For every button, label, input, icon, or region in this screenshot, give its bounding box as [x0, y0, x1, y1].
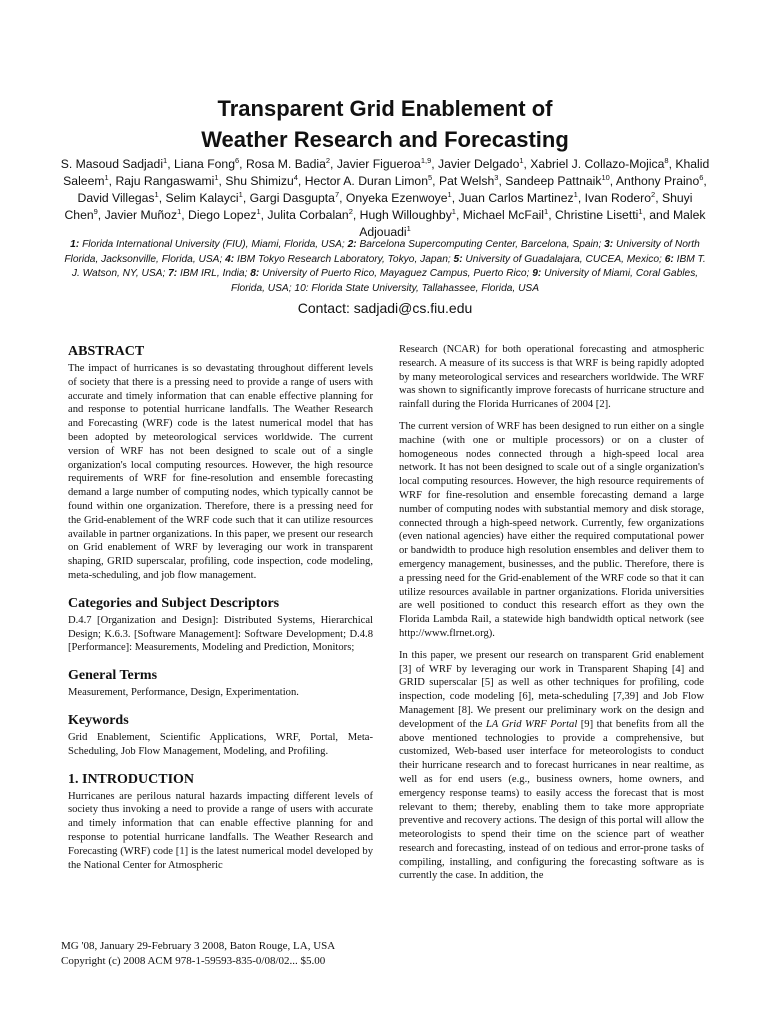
affiliation-number: 7:: [168, 268, 178, 279]
portal-name: LA Grid WRF Portal: [485, 718, 578, 730]
author: [505, 174, 610, 188]
author-affiliation-mark: 8: [664, 155, 669, 165]
affiliation: [454, 254, 665, 265]
author-name: Sandeep Pattnaik: [505, 174, 602, 188]
affiliation: [225, 254, 453, 265]
author-name: Pat Welsh: [438, 174, 495, 188]
title-line-1: Transparent Grid Enablement of: [217, 96, 553, 121]
author: [105, 208, 182, 222]
affiliation-text: IBM T. J. Watson, NY, USA;: [71, 253, 706, 279]
author-affiliation-mark: 1: [406, 223, 411, 233]
author: [438, 157, 523, 171]
author-name: Liana Fong: [173, 157, 235, 171]
author-name: Shuyi Chen: [64, 191, 693, 222]
author-affiliation-mark: 1: [519, 155, 524, 165]
affiliation-text: University of Guadalajara, CUCEA, Mexico;: [462, 253, 665, 265]
categories-heading: Categories and Subject Descriptors: [68, 595, 280, 611]
author: [267, 208, 352, 222]
author-name: Onyeka Ezenwoye: [345, 191, 448, 205]
introduction-text: Hurricanes are perilous natural hazards impacting different levels of society thus invoking a need to provide a range of users with accurate and timely information that can enable effective planning for and response to potential hurricane landfalls. The Weather Research and Forecasting (WRF) code [1] is the latest numerical model developed by the National Center for Atmospheric: [68, 790, 373, 871]
author-affiliation-mark: 3: [494, 172, 499, 182]
author-name: David Villegas: [77, 191, 155, 205]
keywords-heading: Keywords: [68, 712, 129, 728]
affiliation-number: 5:: [453, 253, 463, 265]
affiliation-number: 6:: [664, 253, 674, 265]
author-affiliation-mark: 1: [451, 206, 456, 216]
affiliation: [168, 268, 250, 279]
affiliation: [250, 268, 532, 279]
title-line-2: Weather Research and Forecasting: [201, 127, 569, 152]
author: [616, 174, 704, 188]
right-p3-after: [9] that benefits from all the above mentioned technologies to provide a comprehensive, but customized, Web-based user interface for meteorologists to conduct their hurricane research and to forecast hurricanes in near realtime, as well as for end users (e.g., business owners, home owners, and emergency response teams) to easily access the forecast that is most relevant to them; thereby, enabling them to take more appropriate preventive and recovery actions. The design of this portal will allow the meteorologists to spend their time on the science part of weather research and forecasting, instead of on tedious and error-prone tasks of compiling, installing, and configuring the forecasting software as is currently the case. In addition, the: [399, 718, 704, 882]
author: [530, 157, 668, 171]
affiliation-number: 8:: [250, 268, 260, 279]
affiliation-text: Barcelona Supercomputing Center, Barcelona, Spain;: [356, 239, 605, 250]
author-list: S. Masoud Sadjadi$^1$, Liana Fong$^6$, Rosa M. Badia$^2$, Javier Figueroa$^{1,9}$, Javier Delgado$^1$, Xabriel J. Collazo-Mojica$^8$, Khalid Saleem$^1$, Raju Rangaswami$^1$, Shu Shimizu$^4$, Hector A. Duran Limon$^5$, Pat Welsh$^3$, Sandeep Pattnaik$^{10}$, Anthony Praino$^6$, David Villegas$^1$, Selim Kalayci$^1$, Gargi Dasgupta$^7$, Onyeka Ezenwoye$^1$, Juan Carlos Martinez$^1$, Ivan Rodero$^2$, Shuyi Chen$^9$, Javier Muñoz$^1$, Diego Lopez$^1$, Julita Corbalan$^2$, Hugh Willoughby$^1$, Michael McFail$^1$, Christine Lisetti$^1$, and Malek Adjouadi$^1$: [60, 155, 710, 239]
footer-copyright: Copyright (c) 2008 ACM 978-1-59593-835-0/08/02... $5.00: [61, 954, 326, 967]
author-name: Hector A. Duran Limon: [304, 174, 428, 188]
author-affiliation-mark: 1: [104, 172, 109, 182]
affiliation-text: University of Puerto Rico, Mayaguez Campus, Puerto Rico;: [259, 268, 533, 279]
author-name: Hugh Willoughby: [359, 208, 452, 222]
abstract-heading: ABSTRACT: [68, 344, 145, 359]
author: [115, 174, 218, 188]
author: [346, 191, 452, 205]
author-affiliation-mark: 9: [93, 206, 98, 216]
author-name: Rosa M. Badia: [245, 157, 326, 171]
author-affiliation-mark: 1: [544, 206, 549, 216]
right-paragraph-3: [399, 649, 704, 884]
author-affiliation-mark: 1: [163, 155, 168, 165]
right-p3-before: In this paper, we present our research on transparent Grid enablement [3] of WRF by leveraging our work in Transparent Shaping [4] and GRID superscalar [5] as well as other techniques for profiling, code inspection, code modeling [6], meta-scheduling [7,39] and Job Flow Management [8]. We present our preliminary work on the design and development of the: [399, 649, 704, 730]
right-paragraph-2: The current version of WRF has been designed to run either on a single machine (with one or multiple processors) or on a cluster of homogeneous nodes connected through a high-speed local area network. It has not been designed to scale out of a single organization's local computing resources. However, the high resource requirements of WRF for fine-resolution and ensemble forecasting demand a large number of computing nodes with substantial memory and disk storage, connected through a high-speed network. Currently, few organizations (even national agencies) have either the required computational power or bandwidth to produce high resolution ensembles and deliver them to emergency management, businesses, and the public. Therefore, there is a pressing need for the Grid-enablement of the WRF code so that it can utilize resources available in partner organizations. Florida universities are well positioned to conduct this research effort as they own the Florida Lambda Rail, a statewide high bandwidth optical network (see http://www.flrnet.org).: [399, 420, 704, 639]
author-name: Diego Lopez: [188, 208, 257, 222]
general-terms-text: Measurement, Performance, Design, Experimentation.: [68, 687, 299, 699]
author-affiliation-mark: 1: [638, 206, 643, 216]
author-name: Javier Delgado: [438, 157, 520, 171]
author: [439, 174, 499, 188]
right-column: [399, 343, 704, 891]
author: [165, 191, 242, 205]
author: [305, 174, 432, 188]
copyright-footer: [61, 939, 391, 968]
author-affiliation-mark: 2: [651, 189, 656, 199]
author: [555, 208, 643, 222]
author: [225, 174, 298, 188]
introduction-heading: 1. INTRODUCTION: [68, 771, 195, 787]
author: [463, 208, 548, 222]
author-name: Michael McFail: [462, 208, 545, 222]
author-affiliation-mark: 1,9: [420, 155, 432, 165]
affiliation-number: 3:: [604, 239, 614, 250]
affiliation-list: [60, 238, 710, 296]
author: [360, 208, 456, 222]
author: [188, 208, 261, 222]
author-name: Anthony Praino: [615, 174, 700, 188]
right-paragraph-1: Research (NCAR) for both operational forecasting and atmospheric research. A measure of its success is that WRF is being rapidly adopted by many meteorological services and researchers worldwide. The WRF was shown to significantly improve forecasts of hurricane structure and rainfall during the Florida Hurricanes of 2004 [2].: [399, 344, 704, 411]
author-affiliation-mark: 2: [325, 155, 331, 165]
author-name: Juan Carlos Martinez: [458, 191, 574, 205]
affiliation-number: 2:: [347, 239, 357, 250]
author-affiliation-mark: 10: [601, 172, 610, 182]
author-name: Julita Corbalan: [267, 208, 349, 222]
author-affiliation-mark: 1: [238, 189, 243, 199]
author-name: Raju Rangaswami: [115, 174, 215, 188]
affiliation-number: 9:: [532, 268, 542, 279]
author-affiliation-mark: 1: [214, 172, 219, 182]
author-affiliation-mark: 4: [293, 172, 298, 182]
author-name: Malek Adjouadi: [359, 208, 706, 239]
author: [250, 191, 340, 205]
author-affiliation-mark: 1: [154, 189, 159, 199]
author-affiliation-mark: 6: [234, 155, 240, 165]
general-terms-heading: General Terms: [68, 668, 158, 684]
contact-email[interactable]: Contact: sadjadi@cs.fiu.edu: [297, 300, 473, 316]
author-name: Ivan Rodero: [584, 191, 652, 205]
author-affiliation-mark: 5: [427, 172, 433, 182]
author-name: Khalid Saleem: [63, 157, 710, 188]
affiliation-text: Florida International University (FIU), Miami, Florida, USA;: [79, 239, 348, 250]
affiliation-number: 4:: [225, 253, 235, 265]
author-name: S. Masoud Sadjadi: [60, 157, 164, 171]
author-name: Selim Kalayci: [165, 191, 239, 205]
author-name: Gargi Dasgupta: [249, 191, 335, 205]
author: [246, 157, 330, 171]
author-affiliation-mark: 2: [348, 206, 353, 216]
affiliation-text: 10: Florida State University, Tallahassee, Florida, USA: [294, 282, 540, 294]
author-affiliation-mark: 1: [447, 189, 452, 199]
author: [78, 191, 159, 205]
keywords-text: Grid Enablement, Scientific Applications, WRF, Portal, Meta-Scheduling, Job Flow Management, Modeling, and Profiling.: [68, 731, 373, 757]
author: [585, 191, 656, 205]
footer-conference: MG '08, January 29-February 3 2008, Baton Rouge, LA, USA: [61, 940, 336, 952]
affiliation-text: IBM Tokyo Research Laboratory, Tokyo, Japan;: [234, 253, 454, 265]
author-name: Javier Muñoz: [104, 208, 178, 222]
author-affiliation-mark: 1: [177, 206, 182, 216]
categories-text: D.4.7 [Organization and Design]: Distributed Systems, Hierarchical Design; K.6.3. [Software Management]: Software Development; D.4.8 [Performance]: Measurements, Modeling and Prediction, Monitors;: [68, 614, 373, 654]
left-column: [68, 343, 373, 872]
author: [174, 157, 239, 171]
paper-title: [0, 93, 770, 155]
author: [337, 157, 431, 171]
abstract-text: The impact of hurricanes is so devastating throughout different levels of society that there is a pressing need to provide a range of users with accurate and timely information that can enable effective planning for and response to potential hurricane landfalls. The Weather Research and Forecasting (WRF) code is the latest numerical model that has been adopted by meteorological services worldwide. The current version of WRF has not been designed to scale out of a single organization's local computing resources. However, the high resource requirements of WRF for fine-resolution and ensemble forecasting demand a large number of computing nodes, which typically cannot be found within one organization. Therefore, there is a pressing need for the Grid-enablement of the WRF code such that it can utilize resources available in partner organizations. In this paper, we present our research on Grid enablement of WRF by leveraging our work in transparent shaping, GRID superscalar, profiling, code inspection, code modeling, meta-scheduling, and job flow management.: [68, 363, 373, 581]
author-name: Shu Shimizu: [225, 174, 294, 188]
author-affiliation-mark: 7: [334, 189, 340, 199]
affiliation-text: IBM IRL, India;: [177, 268, 251, 279]
author: [459, 191, 578, 205]
author-name: Javier Figueroa: [336, 157, 421, 171]
affiliation-number: 1:: [70, 239, 80, 250]
author-affiliation-mark: 1: [573, 189, 578, 199]
affiliation: [348, 239, 605, 250]
author: [61, 157, 167, 171]
author-name: Christine Lisetti: [554, 208, 639, 222]
affiliation-text: University of North Florida, Jacksonville, Florida, USA;: [64, 239, 700, 265]
affiliation: [294, 283, 539, 294]
affiliation-text: University of Miami, Coral Gables, Florida, USA;: [230, 268, 699, 294]
affiliation: [70, 239, 347, 250]
author-affiliation-mark: 6: [699, 172, 704, 182]
author-name: Xabriel J. Collazo-Mojica: [530, 157, 665, 171]
author-affiliation-mark: 1: [256, 206, 261, 216]
